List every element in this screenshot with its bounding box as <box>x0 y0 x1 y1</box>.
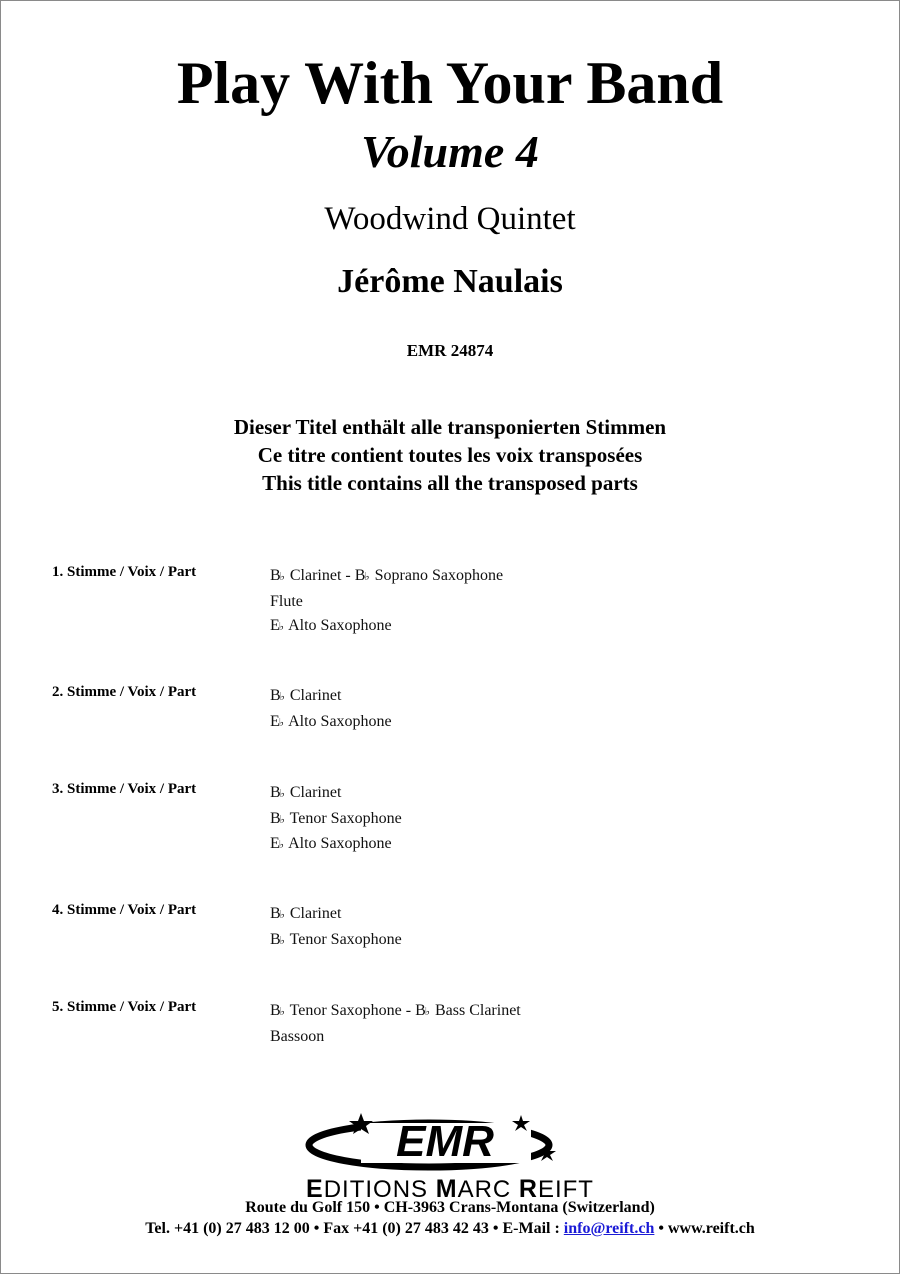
note-german: Dieser Titel enthält alle transponierten Stimmen <box>233 415 667 439</box>
instrument-line: B♭ Clarinet <box>270 687 342 704</box>
logo-text: EMR <box>396 1117 494 1166</box>
instrument-line: B♭ Clarinet <box>270 784 342 801</box>
part-label: 5. Stimme / Voix / Part <box>52 999 197 1015</box>
emr-logo-icon <box>301 1109 601 1175</box>
page-title: Play With Your Band <box>176 50 724 116</box>
volume-title: Volume 4 <box>361 126 539 177</box>
instrument-line: Flute <box>270 592 303 610</box>
publisher-address: Route du Golf 150 • CH-3963 Crans-Montana (Switzerland) <box>245 1199 655 1216</box>
part-label: 3. Stimme / Voix / Part <box>52 781 197 797</box>
instrument-list <box>270 999 521 1049</box>
publisher-name: EDITIONS MARC REIFT <box>306 1175 594 1203</box>
publisher-logo <box>1 1109 899 1179</box>
catalog-code: EMR 24874 <box>406 341 494 360</box>
instrument-line: B♭ Clarinet <box>270 905 342 922</box>
composer-name: Jérôme Naulais <box>337 263 563 300</box>
instrument-line: E♭ Alto Saxophone <box>270 617 392 634</box>
note-english: This title contains all the transposed parts <box>262 471 638 495</box>
note-french: Ce titre contient toutes les voix transposées <box>257 443 643 467</box>
instrument-list <box>270 781 402 858</box>
instrument-line: B♭ Clarinet - B♭ Soprano Saxophone <box>270 567 504 584</box>
part-label: 2. Stimme / Voix / Part <box>52 684 197 700</box>
instrument-line: B♭ Tenor Saxophone <box>270 809 402 827</box>
instrument-line: E♭ Alto Saxophone <box>270 712 392 730</box>
publisher-contact: Tel. +41 (0) 27 483 12 00 • Fax +41 (0) 27 483 42 43 • E-Mail : info@reift.ch • www.reift.ch <box>145 1220 755 1237</box>
part-label: 1. Stimme / Voix / Part <box>52 564 197 580</box>
instrument-line: B♭ Tenor Saxophone <box>270 930 402 948</box>
instrument-line: E♭ Alto Saxophone <box>270 835 392 852</box>
instrument-list <box>270 564 503 640</box>
instrument-list <box>270 902 402 953</box>
instrument-line: B♭ Tenor Saxophone - B♭ Bass Clarinet <box>270 1002 521 1019</box>
ensemble-subtitle: Woodwind Quintet <box>324 201 576 237</box>
instrument-list <box>270 684 392 735</box>
instrument-line: Bassoon <box>270 1027 325 1045</box>
part-label: 4. Stimme / Voix / Part <box>52 902 197 918</box>
email-link[interactable]: info@reift.ch <box>563 1220 655 1237</box>
